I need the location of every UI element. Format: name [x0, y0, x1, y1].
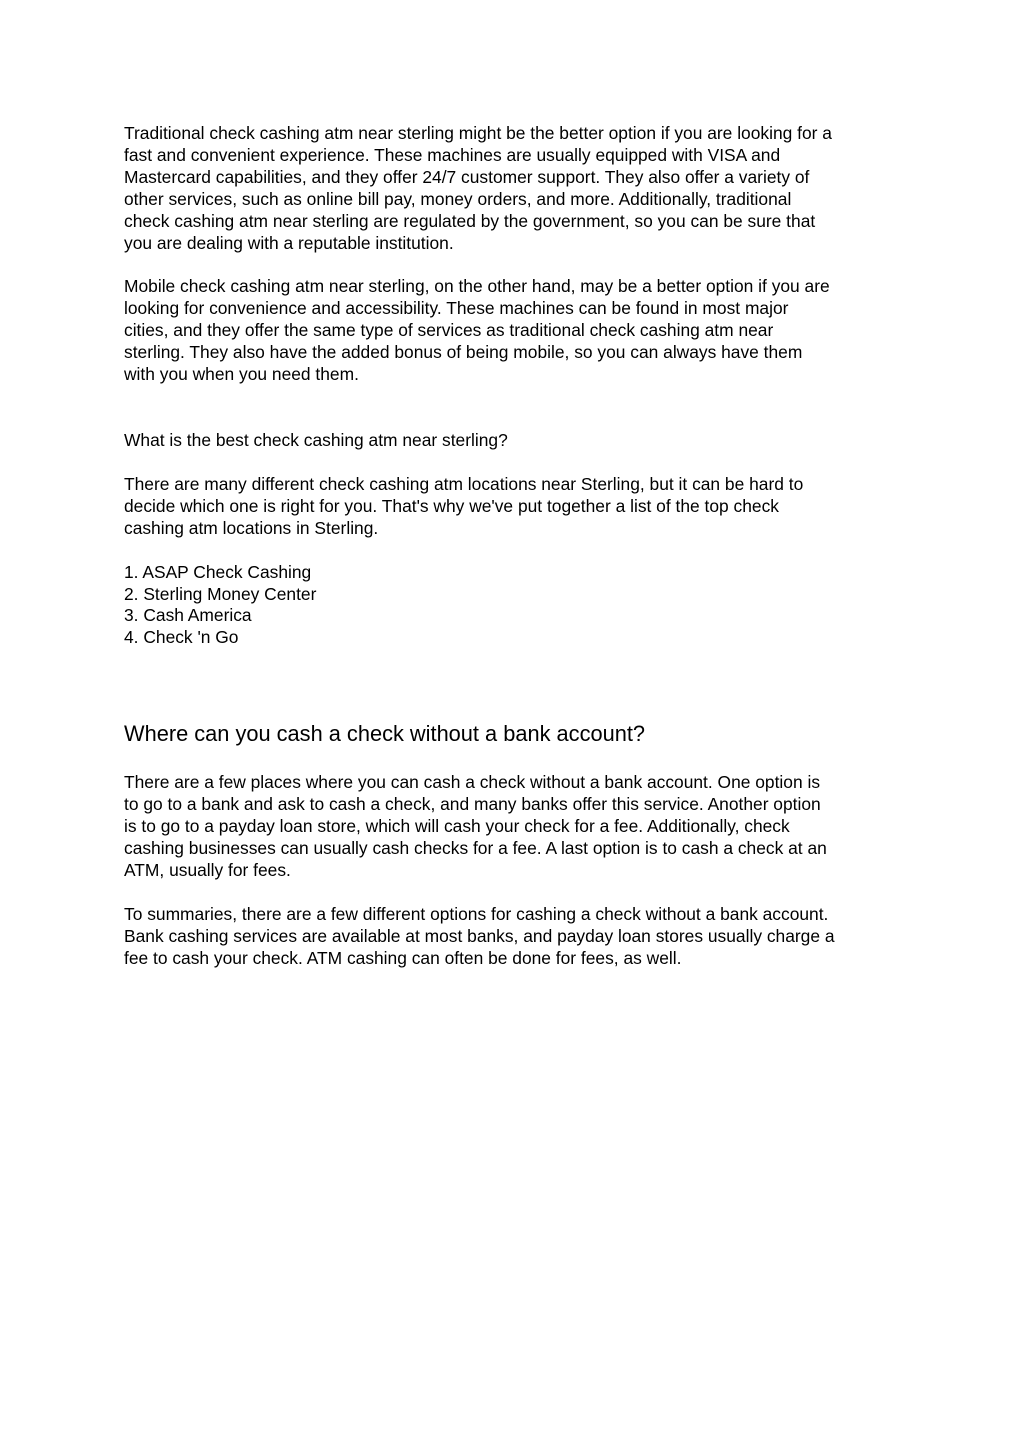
- text-line: fee to cash your check. ATM cashing can often be done for fees, as well.: [124, 947, 682, 968]
- text-line: There are a few places where you can cash a check without a bank account. One option is: [124, 772, 821, 793]
- spacer: [124, 452, 904, 474]
- text-line: Traditional check cashing atm near sterling might be the better option if you are looking for a: [124, 123, 832, 143]
- text-line: Mobile check cashing atm near sterling, on the other hand, may be a better option if you are: [124, 276, 830, 297]
- text-line: cashing atm locations in Sterling.: [124, 517, 379, 538]
- spacer: [124, 254, 904, 276]
- text-line: cashing businesses can usually cash checks for a fee. A last option is to cash a check at an: [124, 837, 827, 858]
- document-page: [124, 123, 904, 969]
- text-line: fast and convenient experience. These machines are usually equipped with VISA and: [124, 144, 781, 165]
- text-line: to go to a bank and ask to cash a check, and many banks offer this service. Another option: [124, 794, 821, 815]
- section-heading-no-bank-account: Where can you cash a check without a bank account?: [124, 721, 646, 747]
- text-line: check cashing atm near sterling are regulated by the government, so you can be sure that: [124, 210, 816, 231]
- atm-locations-list: [124, 562, 904, 650]
- spacer: [124, 649, 904, 715]
- text-line: other services, such as online bill pay, money orders, and more. Additionally, traditional: [124, 188, 792, 209]
- list-item: 2. Sterling Money Center: [124, 583, 317, 604]
- best-atm-paragraph: [124, 474, 904, 540]
- text-line: you are dealing with a reputable institution.: [124, 232, 454, 253]
- section-heading-best-atm: What is the best check cashing atm near sterling?: [124, 429, 508, 450]
- list-item: 1. ASAP Check Cashing: [124, 561, 312, 582]
- text-line: Bank cashing services are available at most banks, and payday loan stores usually charge a: [124, 925, 835, 946]
- intro-paragraph-1: [124, 123, 904, 254]
- text-line: There are many different check cashing atm locations near Sterling, but it can be hard to: [124, 473, 804, 494]
- spacer: [124, 386, 904, 430]
- no-bank-paragraph-2: [124, 904, 904, 970]
- intro-paragraph-2: [124, 276, 904, 386]
- text-line: with you when you need them.: [124, 364, 359, 385]
- text-line: Mastercard capabilities, and they offer 24/7 customer support. They also offer a variety of: [124, 166, 810, 187]
- spacer: [124, 882, 904, 904]
- text-line: looking for convenience and accessibility. These machines can be found in most major: [124, 298, 789, 319]
- text-line: ATM, usually for fees.: [124, 859, 291, 880]
- spacer: [124, 540, 904, 562]
- no-bank-paragraph-1: [124, 772, 904, 882]
- list-item: 4. Check 'n Go: [124, 627, 239, 648]
- list-item: 3. Cash America: [124, 605, 252, 626]
- text-line: To summaries, there are a few different options for cashing a check without a bank account.: [124, 903, 829, 924]
- text-line: sterling. They also have the added bonus of being mobile, so you can always have them: [124, 342, 803, 363]
- spacer: [124, 750, 904, 772]
- text-line: cities, and they offer the same type of services as traditional check cashing atm near: [124, 320, 774, 341]
- text-line: is to go to a payday loan store, which will cash your check for a fee. Additionally, check: [124, 816, 790, 837]
- text-line: decide which one is right for you. That's why we've put together a list of the top check: [124, 495, 779, 516]
